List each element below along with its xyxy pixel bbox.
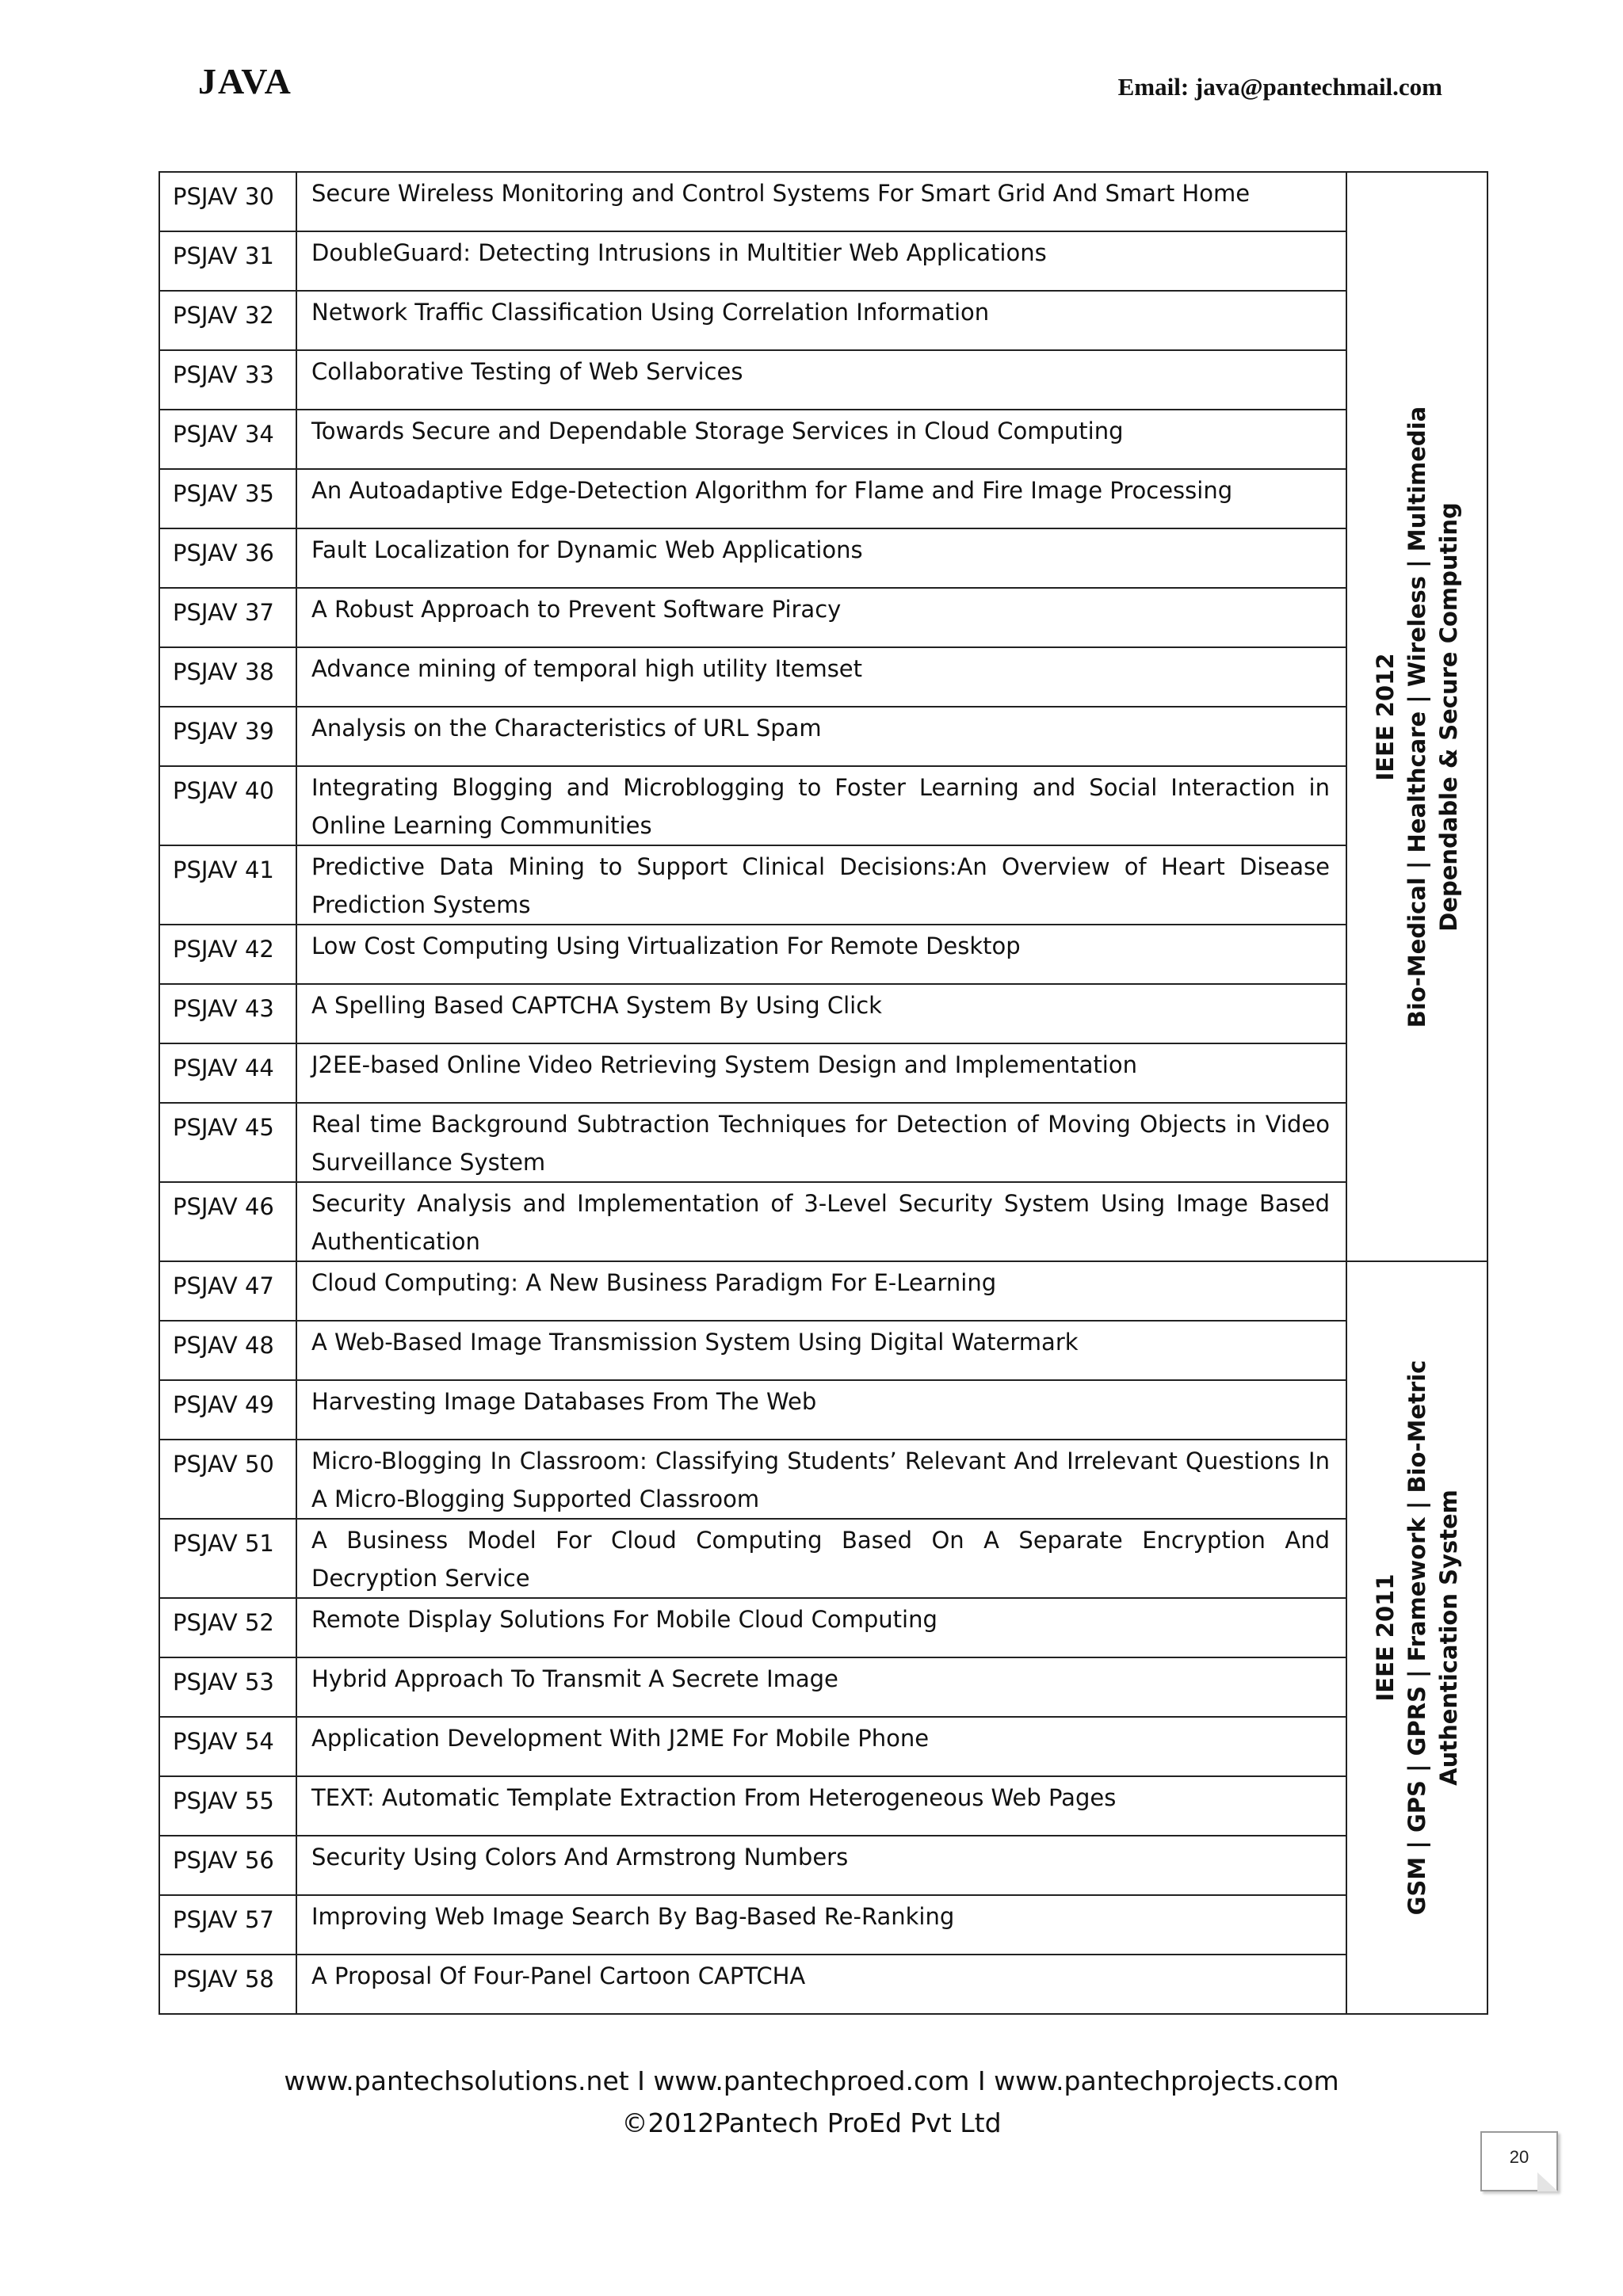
project-title: Hybrid Approach To Transmit A Secrete Image <box>296 1657 1346 1717</box>
page-number: 20 <box>1509 2147 1529 2167</box>
project-title: Collaborative Testing of Web Services <box>296 350 1346 410</box>
project-title: A Robust Approach to Prevent Software Piracy <box>296 588 1346 647</box>
project-code: PSJAV 45 <box>159 1103 296 1182</box>
project-code: PSJAV 52 <box>159 1598 296 1657</box>
project-title: Analysis on the Characteristics of URL Spam <box>296 707 1346 766</box>
category-label-line: GSM | GPS | GPRS | Framework | Bio-Metric <box>1403 1360 1430 1916</box>
table-row <box>159 1895 1487 1955</box>
project-title: A Web-Based Image Transmission System Using Digital Watermark <box>296 1321 1346 1380</box>
project-title: Advance mining of temporal high utility Itemset <box>296 647 1346 707</box>
project-code: PSJAV 58 <box>159 1955 296 2014</box>
table-row <box>159 469 1487 528</box>
project-code: PSJAV 54 <box>159 1717 296 1776</box>
project-code: PSJAV 56 <box>159 1836 296 1895</box>
category-label-line: IEEE 2011 <box>1372 1573 1399 1702</box>
project-code: PSJAV 31 <box>159 231 296 291</box>
project-title: A Proposal Of Four-Panel Cartoon CAPTCHA <box>296 1955 1346 2014</box>
project-code: PSJAV 33 <box>159 350 296 410</box>
table-row <box>159 1776 1487 1836</box>
document-title: JAVA <box>198 61 292 101</box>
project-code: PSJAV 53 <box>159 1657 296 1717</box>
project-code: PSJAV 32 <box>159 291 296 350</box>
category-label <box>1369 406 1465 1027</box>
project-title: An Autoadaptive Edge-Detection Algorithm for Flame and Fire Image Processing <box>296 469 1346 528</box>
table-row <box>159 231 1487 291</box>
table-row <box>159 1955 1487 2014</box>
project-code: PSJAV 44 <box>159 1043 296 1103</box>
project-title: Micro-Blogging In Classroom: Classifying Students’ Relevant And Irrelevant Questions In A Micro-Blogging Supported Classroom <box>296 1440 1346 1519</box>
project-title: Fault Localization for Dynamic Web Applications <box>296 528 1346 588</box>
project-title: Real time Background Subtraction Techniques for Detection of Moving Objects in Video Surveillance System <box>296 1103 1346 1182</box>
category-label-line: Bio-Medical | Healthcare | Wireless | Multimedia <box>1403 406 1430 1028</box>
project-title: Harvesting Image Databases From The Web <box>296 1380 1346 1440</box>
category-cell <box>1346 172 1487 1261</box>
table-row <box>159 845 1487 925</box>
table-row <box>159 1836 1487 1895</box>
project-title: TEXT: Automatic Template Extraction From Heterogeneous Web Pages <box>296 1776 1346 1836</box>
table-row <box>159 1380 1487 1440</box>
category-label-line: Dependable & Secure Computing <box>1435 502 1462 932</box>
project-title: Towards Secure and Dependable Storage Services in Cloud Computing <box>296 410 1346 469</box>
table-row <box>159 1261 1487 1321</box>
project-code: PSJAV 38 <box>159 647 296 707</box>
project-code: PSJAV 35 <box>159 469 296 528</box>
project-code: PSJAV 37 <box>159 588 296 647</box>
category-label-line: Authentication System <box>1435 1489 1462 1786</box>
project-title: Predictive Data Mining to Support Clinical Decisions:An Overview of Heart Disease Prediction Systems <box>296 845 1346 925</box>
project-code: PSJAV 34 <box>159 410 296 469</box>
table-row <box>159 1103 1487 1182</box>
table-row <box>159 647 1487 707</box>
project-title: Security Analysis and Implementation of 3-Level Security System Using Image Based Authentication <box>296 1182 1346 1261</box>
category-cell <box>1346 1261 1487 2014</box>
category-label-line: IEEE 2012 <box>1372 652 1399 781</box>
project-title: Cloud Computing: A New Business Paradigm For E-Learning <box>296 1261 1346 1321</box>
project-title: Network Traffic Classification Using Correlation Information <box>296 291 1346 350</box>
project-title: A Business Model For Cloud Computing Based On A Separate Encryption And Decryption Service <box>296 1519 1346 1598</box>
project-title: Secure Wireless Monitoring and Control Systems For Smart Grid And Smart Home <box>296 172 1346 231</box>
project-code: PSJAV 30 <box>159 172 296 231</box>
table-row <box>159 766 1487 845</box>
project-table-container <box>158 171 1487 2015</box>
project-code: PSJAV 49 <box>159 1380 296 1440</box>
footer-links: www.pantechsolutions.net I www.pantechproed.com I www.pantechprojects.com <box>284 2065 1339 2096</box>
project-code: PSJAV 43 <box>159 984 296 1043</box>
project-code: PSJAV 41 <box>159 845 296 925</box>
header-email: Email: java@pantechmail.com <box>1117 73 1442 101</box>
project-table <box>158 171 1488 2015</box>
project-title: Application Development With J2ME For Mobile Phone <box>296 1717 1346 1776</box>
project-code: PSJAV 47 <box>159 1261 296 1321</box>
project-code: PSJAV 57 <box>159 1895 296 1955</box>
table-row <box>159 172 1487 231</box>
project-title: Remote Display Solutions For Mobile Cloud Computing <box>296 1598 1346 1657</box>
table-row <box>159 1519 1487 1598</box>
table-row <box>159 1717 1487 1776</box>
project-code: PSJAV 39 <box>159 707 296 766</box>
table-row <box>159 410 1487 469</box>
table-row <box>159 1182 1487 1261</box>
table-row <box>159 925 1487 984</box>
project-code: PSJAV 46 <box>159 1182 296 1261</box>
table-row <box>159 588 1487 647</box>
project-title: Low Cost Computing Using Virtualization For Remote Desktop <box>296 925 1346 984</box>
table-row <box>159 1043 1487 1103</box>
project-title: Improving Web Image Search By Bag-Based Re-Ranking <box>296 1895 1346 1955</box>
table-row <box>159 350 1487 410</box>
table-row <box>159 1598 1487 1657</box>
project-title: Security Using Colors And Armstrong Numbers <box>296 1836 1346 1895</box>
footer-copyright: ©2012Pantech ProEd Pvt Ltd <box>621 2107 1002 2138</box>
table-row <box>159 528 1487 588</box>
page-number-box <box>1480 2131 1558 2191</box>
table-row <box>159 1657 1487 1717</box>
project-title: J2EE-based Online Video Retrieving System Design and Implementation <box>296 1043 1346 1103</box>
project-title: DoubleGuard: Detecting Intrusions in Multitier Web Applications <box>296 231 1346 291</box>
project-title: Integrating Blogging and Microblogging to Foster Learning and Social Interaction in Online Learning Communities <box>296 766 1346 845</box>
category-label <box>1369 1360 1465 1916</box>
page-fold-corner <box>1537 2172 1558 2191</box>
project-code: PSJAV 55 <box>159 1776 296 1836</box>
table-row <box>159 1440 1487 1519</box>
table-row <box>159 707 1487 766</box>
project-code: PSJAV 42 <box>159 925 296 984</box>
table-row <box>159 984 1487 1043</box>
table-row <box>159 1321 1487 1380</box>
project-code: PSJAV 40 <box>159 766 296 845</box>
project-code: PSJAV 36 <box>159 528 296 588</box>
table-row <box>159 291 1487 350</box>
project-code: PSJAV 51 <box>159 1519 296 1598</box>
project-code: PSJAV 48 <box>159 1321 296 1380</box>
project-code: PSJAV 50 <box>159 1440 296 1519</box>
project-title: A Spelling Based CAPTCHA System By Using Click <box>296 984 1346 1043</box>
